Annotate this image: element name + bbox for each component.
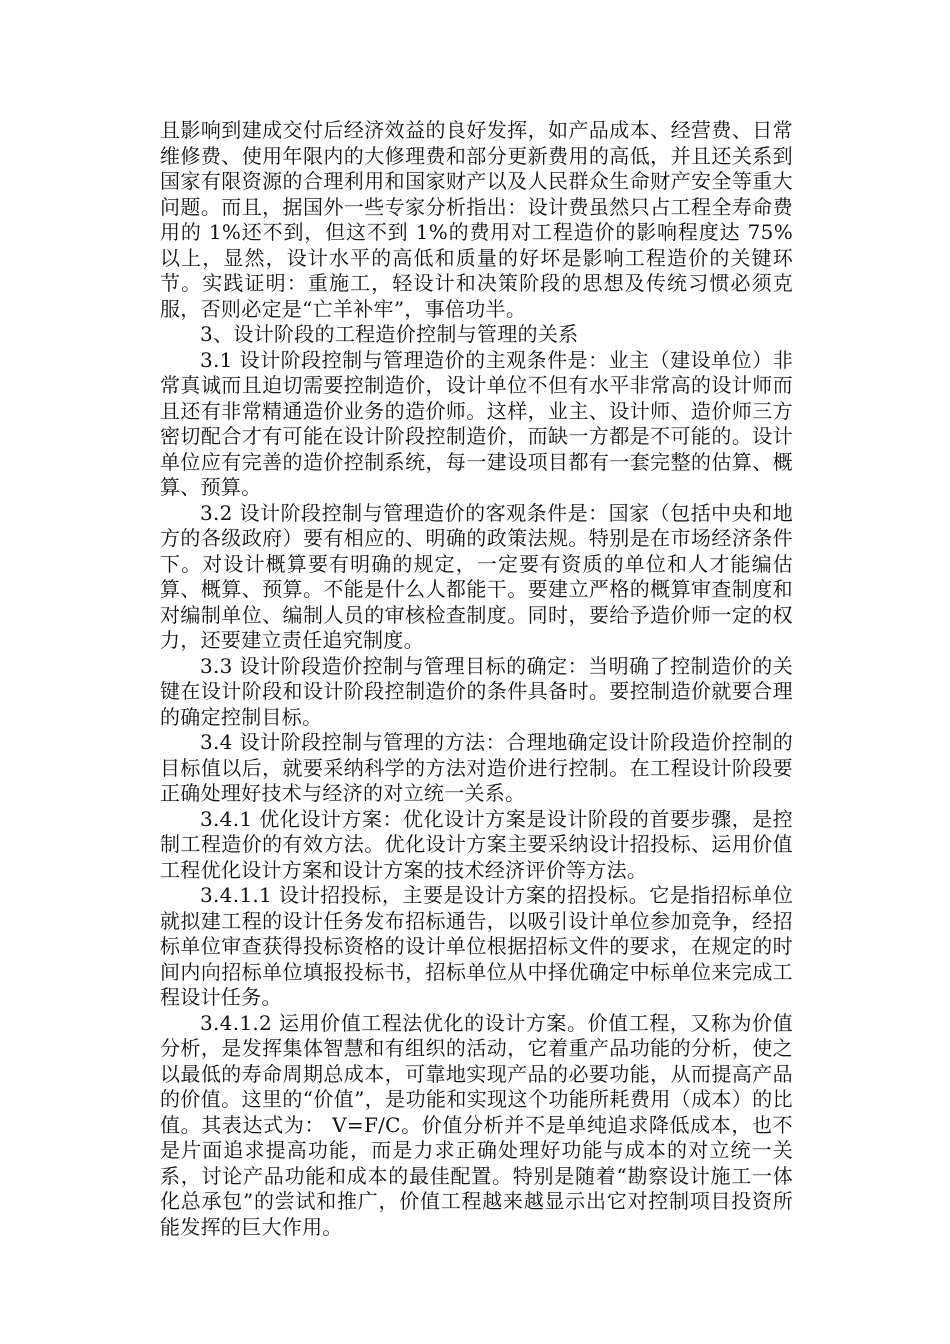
paragraph-3-1: 3.1 设计阶段控制与管理造价的主观条件是：业主（建设单位）非常真诚而且迫切需要控制造价，设计单位不但有水平非常高的设计师而且还有非常精通造价业务的造价师。这样，业主、设计师、造价师三方密切配合才有可能在设计阶段控制造价，而缺一方都是不可能的。设计单位应有完善的造价控制系统，每一建设项目都有一套完整的估算、概算、预算。 xyxy=(160,347,793,499)
paragraph-3-4-1-1: 3.4.1.1 设计招投标，主要是设计方案的招投标。它是指招标单位就拟建工程的设计任务发布招标通告，以吸引设计单位参加竞争，经招标单位审查获得投标资格的设计单位根据招标文件的要求，在规定的时间内向招标单位填报投标书，招标单位从中择优确定中标单位来完成工程设计任务。 xyxy=(160,883,793,1009)
paragraph-3-2: 3.2 设计阶段控制与管理造价的客观条件是：国家（包括中央和地方的各级政府）要有相应的、明确的政策法规。特别是在市场经济条件下。对设计概算要有明确的规定，一定要有资质的单位和人才能编估算、概算、预算。不能是什么人都能干。要建立严格的概算审查制度和对编制单位、编制人员的审核检查制度。同时，要给予造价师一定的权力，还要建立责任追究制度。 xyxy=(160,500,793,652)
paragraph-3-4: 3.4 设计阶段控制与管理的方法：合理地确定设计阶段造价控制的目标值以后，就要采纳科学的方法对造价进行控制。在工程设计阶段要正确处理好技术与经济的对立统一关系。 xyxy=(160,730,793,805)
paragraph-3-4-1: 3.4.1 优化设计方案：优化设计方案是设计阶段的首要步骤，是控制工程造价的有效方法。优化设计方案主要采纳设计招投标、运用价值工程优化设计方案和设计方案的技术经济评价等方法。 xyxy=(160,806,793,882)
paragraph-3-3: 3.3 设计阶段造价控制与管理目标的确定：当明确了控制造价的关键在设计阶段和设计阶段控制造价的条件具备时。要控制造价就要合理的确定控制目标。 xyxy=(160,653,793,729)
paragraph-3-4-1-2: 3.4.1.2 运用价值工程法优化的设计方案。价值工程，又称为价值分析，是发挥集体智慧和有组织的活动，它着重产品功能的分析，使之以最低的寿命周期总成本，可靠地实现产品的必要功能，从而提高产品的价值。这里的“价值”，是功能和实现这个功能所耗费用（成本）的比值。其表达式为： V=F/C。价值分析并不是单纯追求降低成本，也不是片面追求提高功能，而是力求正确处理好功能与成本的对立统一关系，讨论产品功能和成本的最佳配置。特别是随着“勘察设计施工一体化总承包”的尝试和推广，价值工程越来越显示出它对控制项目投资所能发挥的巨大作用。 xyxy=(160,1010,793,1239)
section-heading-3: 3、设计阶段的工程造价控制与管理的关系 xyxy=(200,322,579,346)
document-body xyxy=(160,118,793,1240)
paragraph-continuation: 且影响到建成交付后经济效益的良好发挥，如产品成本、经营费、日常维修费、使用年限内的大修理费和部分更新费用的高低，并且还关系到国家有限资源的合理利用和国家财产以及人民群众生命财产安全等重大问题。而且，据国外一些专家分析指出：设计费虽然只占工程全寿命费用的 1%还不到，但这不到 1%的费用对工程造价的影响程度达 75%以上，显然，设计水平的高低和质量的好坏是影响工程造价的关键环节。实践证明：重施工，轻设计和决策阶段的思想及传统习惯必须克服，否则必定是“亡羊补牢”，事倍功半。 xyxy=(160,118,793,321)
